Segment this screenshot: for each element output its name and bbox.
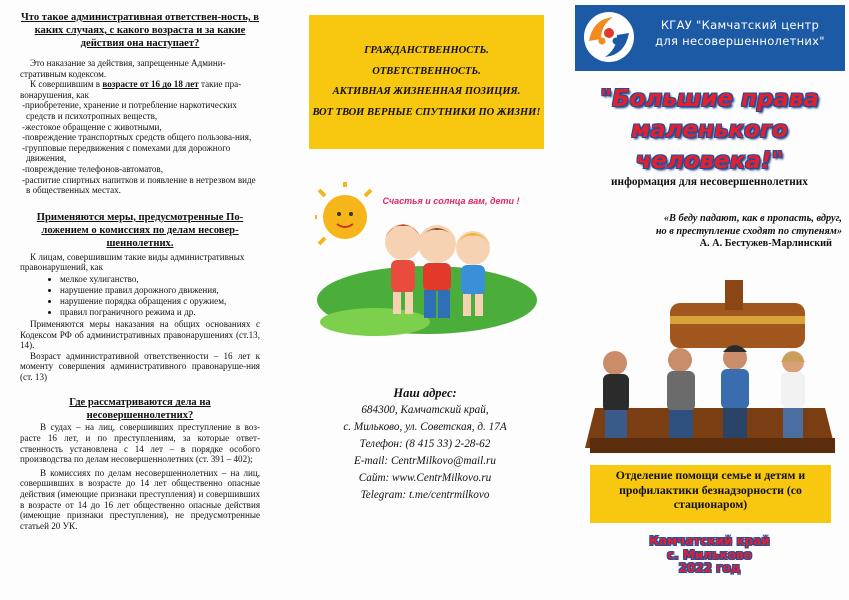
heading-commission-measures: Применяются меры, предусмотренные По-ложением о комиссиях по делам несовер-шеннолетних. [36,211,244,249]
offense-item: -повреждение транспортных средств общего пользова-ния, [22,132,252,143]
address-block [290,385,560,504]
value-citizenship: ГРАЖДАНСТВЕННОСТЬ. [364,45,489,56]
footer-region: Камчатский край [649,534,770,548]
panel-left [0,0,280,600]
paragraph-courts: В судах – на лиц, совершивших преступление в воз-расте 16 лет, и по преступлениям, за которые ответ-ственность установлена с 14 лет – в порядке особого производства по делам несовершеннолетних (ст. 391 – 402); [20,422,260,465]
value-responsibility: ОТВЕТСТВЕННОСТЬ. [372,65,481,77]
footer-year: 2022 год [678,561,741,575]
children-illustration [315,182,540,338]
department-box: Отделение помощи семье и детям и профилактики безнадзорности (со стационаром) [590,465,831,523]
footer-location-year [570,535,849,576]
address-email: E-mail: CentrMilkovo@mail.ru [353,455,497,467]
org-name [640,17,840,49]
value-companions: ВОТ ТВОИ ВЕРНЫЕ СПУТНИКИ ПО ЖИЗНИ! [312,106,541,118]
heading-admin-responsibility: Что такое административная ответствен-ность, в каких случаях, с какого возраста и за какие действия она наступает? [21,12,259,49]
bullet-item: • мелкое хулиганство, [60,274,260,285]
address-telegram: Telegram: t.me/centrmilkovo [360,489,490,501]
paragraph-commissions: В комиссиях по делам несовершеннолетних – на лиц, совершивших в возрасте до 14 лет общественно опасные действия (имеющие признаки преступления) и совершивших в возрасте от 14 до 16 лет общественно опасные действия (имеющие признаки преступления), не предусмотренные статьей 20 УК. [20,467,260,531]
heading-where-cases: Где рассматриваются дела на несовершеннолетних? [69,397,211,422]
bullet-item: • правил пограничного режима и др. [60,307,260,318]
bullet-list [20,274,260,318]
org-name-line2: для несовершеннолетних" [655,34,825,48]
bullet-item: • нарушение порядка обращения с оружием, [60,296,260,307]
paragraph-definition: Это наказание за действия, запрещенные Админи-стративным кодексом. [20,58,226,79]
offense-item: -жестокое обращение с животными, [22,121,162,132]
quote-line1: «В беду падают, как в пропасть, вдруг, [663,213,842,224]
offense-item: -приобретение, хранение и потребление наркотических средств и психотропных веществ, [22,100,237,121]
teens-gavel-photo [575,278,845,458]
values-box [309,15,544,149]
paragraph-age-16-18: К совершившим в возрасте от 16 до 18 лет такие пра-вонарушения, как [20,79,242,100]
address-village: с. Мильково, ул. Советская, д. 17А [343,421,507,433]
address-website: Сайт: www.CentrMilkovo.ru [358,472,492,484]
paragraph-offense-types: К лицам, совершившим такие виды административных правонарушений, как [20,251,245,273]
bullet-item: • нарушение правил дорожного движения, [60,285,260,296]
org-logo [583,11,635,63]
offense-list [20,100,260,195]
offense-item: -повреждение телефонов-автоматов, [22,163,163,174]
quote-author: А. А. Бестужев-Марлинский [699,238,832,249]
footer-village: с. Мильково [667,547,752,562]
paragraph-general-basis: Применяются меры наказания на общих основаниях с Кодексом РФ об административных правонарушениях (ст.13, 14). [20,318,260,351]
offense-item: -распитие спиртных напитков и появление в нетрезвом виде в общественных местах. [22,174,256,196]
org-header [575,5,845,71]
value-active-position: АКТИВНАЯ ЖИЗНЕННАЯ ПОЗИЦИЯ. [332,86,521,97]
epigraph [580,213,842,251]
quote-line2: но в преступление сходят по ступеням» [655,225,842,237]
title-line1: "Большие права [600,86,819,112]
org-name-line1: КГАУ "Камчатский центр [660,18,820,32]
address-street: 684300, Камчатский край, [361,404,489,416]
address-title: Наш адрес: [393,386,457,400]
panel-right [570,0,849,600]
panel-middle [290,0,560,600]
brochure-title [570,84,849,177]
title-line2: маленького человека!" [631,117,788,174]
paragraph-age-of-responsibility: Возраст административной ответственности – 16 лет к моменту совершения административного правонаруше-ния (ст. 13) [20,350,260,382]
address-phone: Телефон: (8 415 33) 2-28-62 [359,438,491,450]
offense-item: -групповые передвижения с помехами для дорожного движения, [22,142,231,164]
illustration-caption: Счастья и солнца вам, дети ! [382,196,520,206]
audience-subtitle: информация для несовершеннолетних [611,176,808,188]
